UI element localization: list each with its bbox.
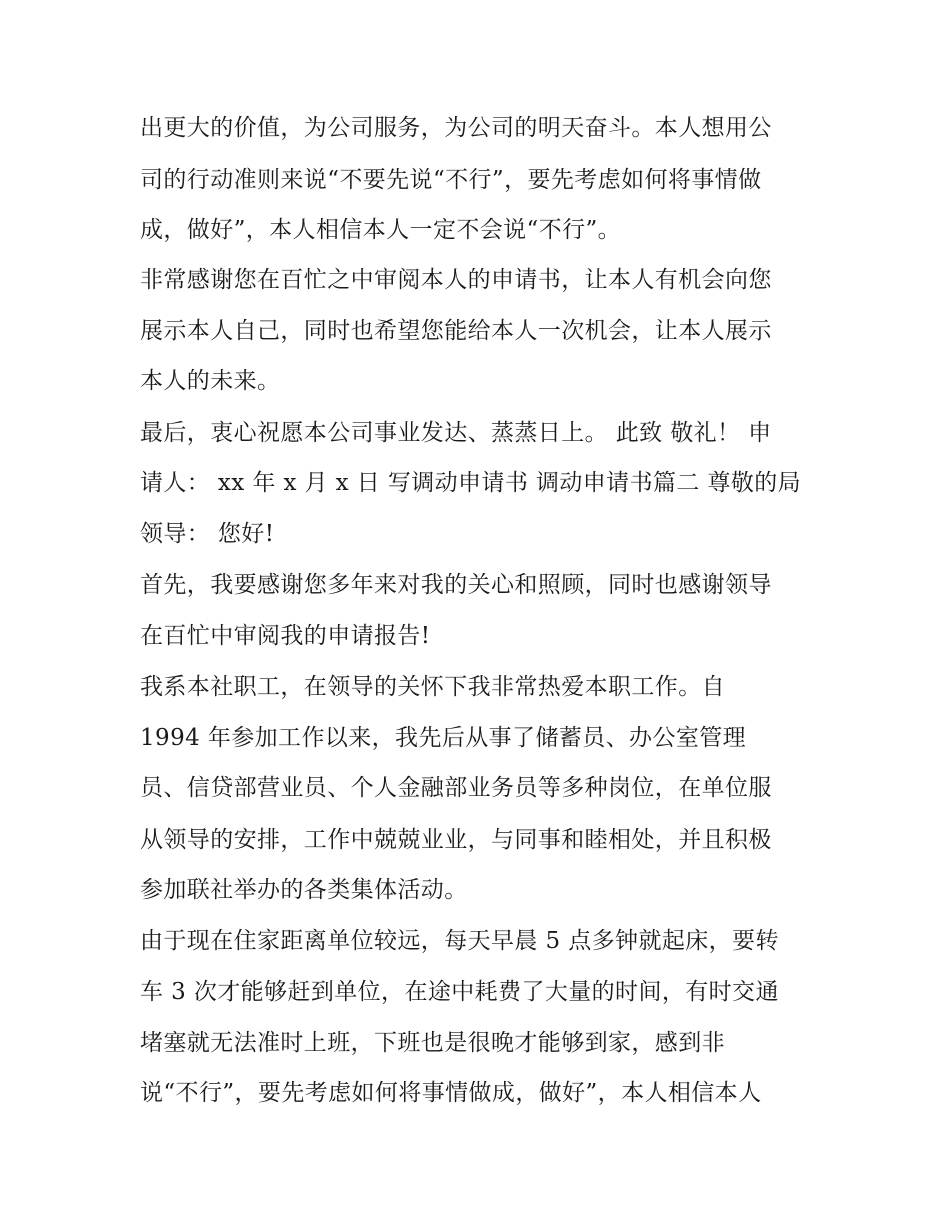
text-line: 堵塞就无法准时上班，下班也是很晚才能够到家，感到非	[140, 1030, 725, 1056]
text-line: 展示本人自己，同时也希望您能给本人一次机会，让本人展示	[140, 318, 772, 344]
text-line: 领导： 您好!	[140, 521, 275, 547]
text-line: 出更大的价值，为公司服务，为公司的明天奋斗。本人想用公	[140, 115, 772, 141]
text-line: 最后，衷心祝愿本公司事业发达、蒸蒸日上。 此致 敬礼！ 申	[140, 420, 772, 446]
text-line: 1994 年参加工作以来，我先后从事了储蓄员、办公室管理	[140, 725, 747, 751]
text-line: 首先，我要感谢您多年来对我的关心和照顾，同时也感谢领导	[140, 572, 772, 598]
text-line: 成，做好”，本人相信本人一定不会说“不行”。	[140, 217, 622, 243]
text-line: 本人的未来。	[140, 368, 281, 394]
text-line: 在百忙中审阅我的申请报告!	[140, 623, 431, 649]
text-line: 从领导的安排，工作中兢兢业业，与同事和睦相处，并且积极	[140, 827, 772, 853]
text-line: 请人： xx 年 x 月 x 日 写调动申请书 调动申请书篇二 尊敬的局	[140, 470, 802, 496]
text-line: 司的行动准则来说“不要先说“不行”，要先考虑如何将事情做	[140, 167, 762, 193]
text-line: 车 3 次才能够赶到单位，在途中耗费了大量的时间，有时交通	[140, 979, 779, 1005]
text-line: 说“不行”，要先考虑如何将事情做成，做好”，本人相信本人	[140, 1080, 762, 1106]
text-line: 由于现在住家距离单位较远，每天早晨 5 点多钟就起床，要转	[140, 928, 779, 954]
text-line: 参加联社举办的各类集体活动。	[140, 877, 468, 903]
text-line: 我系本社职工，在领导的关怀下我非常热爱本职工作。自	[140, 674, 725, 700]
text-line: 员、信贷部营业员、个人金融部业务员等多种岗位，在单位服	[140, 775, 772, 801]
text-line: 非常感谢您在百忙之中审阅本人的申请书，让本人有机会向您	[140, 267, 772, 293]
